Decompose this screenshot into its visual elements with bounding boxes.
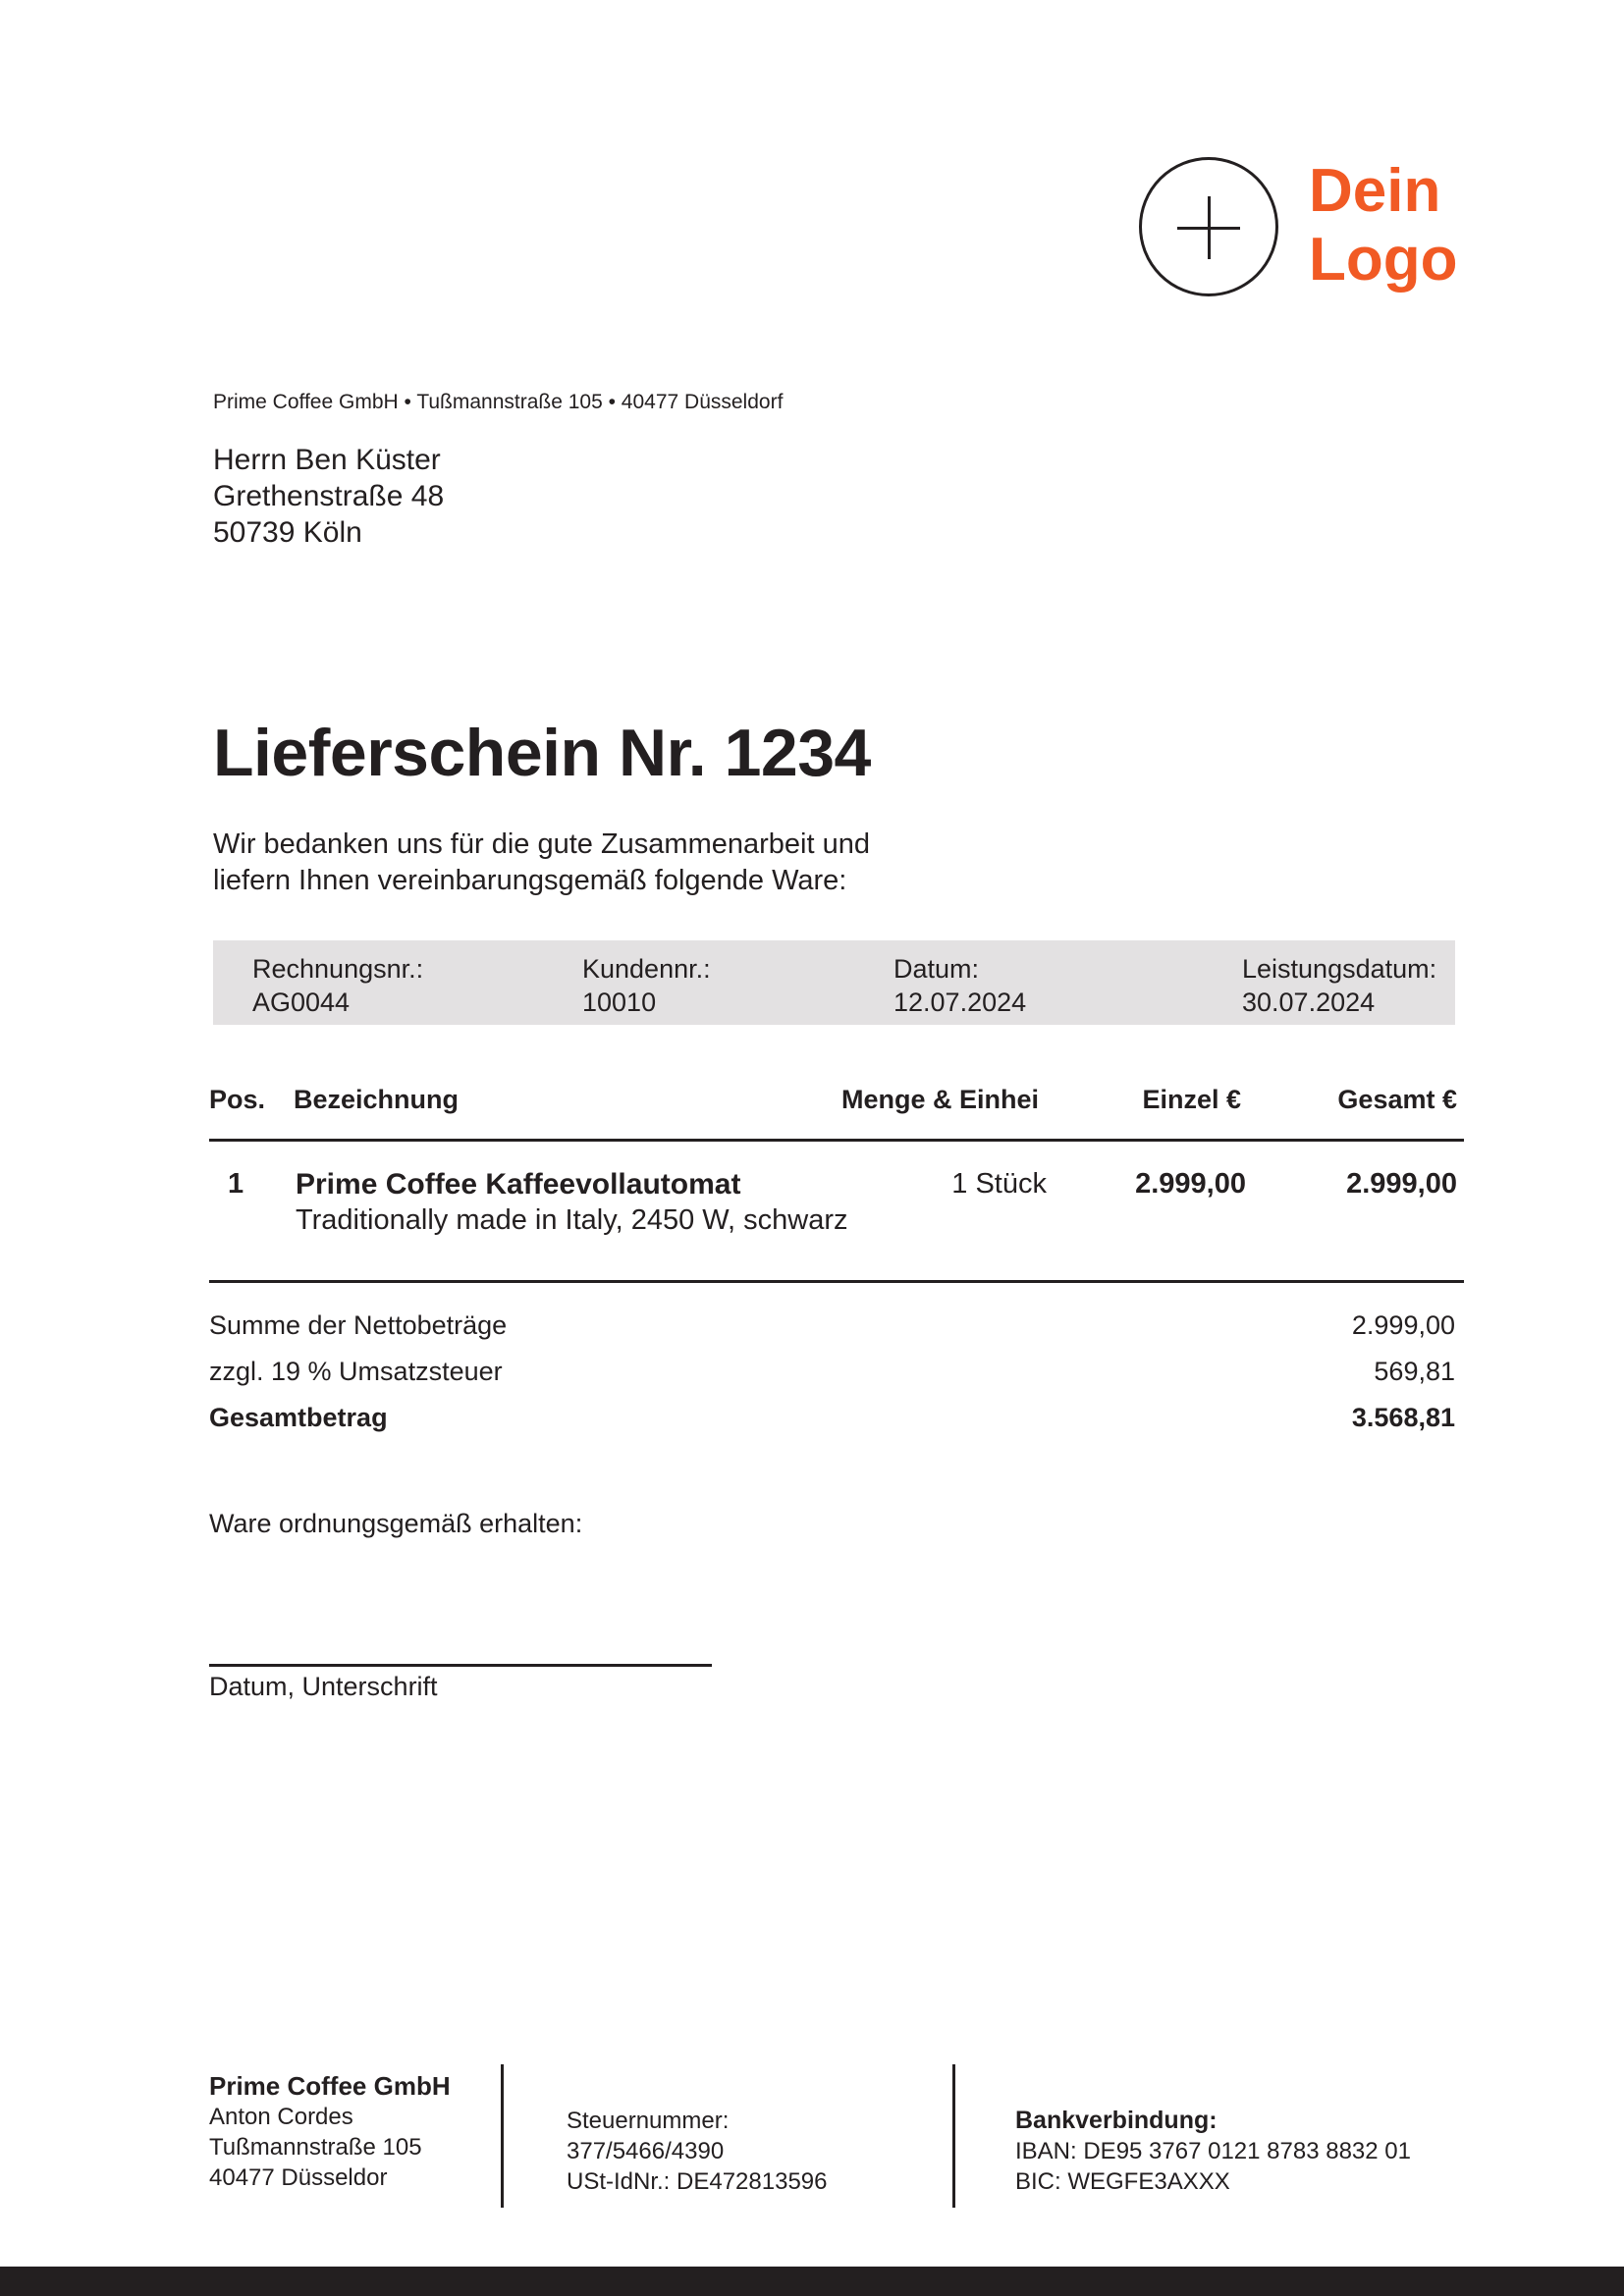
logo-line-1: Dein <box>1309 157 1441 225</box>
document-title: Lieferschein Nr. 1234 <box>213 716 871 790</box>
gross-total-label: Gesamtbetrag <box>209 1403 388 1432</box>
item-unit-price: 2.999,00 <box>1135 1168 1246 1200</box>
vat-label: zzgl. 19 % Umsatzsteuer <box>209 1357 503 1386</box>
footer-street: Tußmannstraße 105 <box>209 2134 422 2161</box>
footer-bic: BIC: WEGFE3AXXX <box>1015 2168 1230 2195</box>
vat-value: 569,81 <box>1374 1357 1455 1386</box>
footer-city: 40477 Düsseldor <box>209 2164 388 2191</box>
header-unit-price: Einzel € <box>1142 1085 1241 1114</box>
header-pos: Pos. <box>209 1085 266 1114</box>
recipient-street: Grethenstraße 48 <box>213 480 445 512</box>
meta-invoice-number <box>252 952 423 1019</box>
meta-service-date <box>1242 952 1436 1019</box>
footer-contact: Anton Cordes <box>209 2104 353 2130</box>
meta-customer-value: 10010 <box>582 988 657 1017</box>
net-sum-value: 2.999,00 <box>1351 1310 1455 1340</box>
footer-company-name: Prime Coffee GmbH <box>209 2071 451 2101</box>
signature-line <box>209 1664 712 1667</box>
footer-bank-block <box>1015 2106 1411 2197</box>
document-meta-band <box>213 940 1455 1025</box>
intro-text <box>213 827 870 899</box>
footer-company-block <box>209 2071 451 2193</box>
header-qty: Menge & Einhei <box>840 1085 1039 1114</box>
signature-label: Datum, Unterschrift <box>209 1672 438 1701</box>
footer-bottom-bar <box>0 2267 1624 2296</box>
footer-divider-1 <box>501 2064 504 2208</box>
footer-tax-label: Steuernummer: <box>567 2108 730 2134</box>
table-header-rule <box>209 1139 1464 1142</box>
logo-text <box>1309 157 1458 294</box>
item-name: Prime Coffee Kaffeevollautomat <box>296 1168 741 1201</box>
footer-iban: IBAN: DE95 3767 0121 8783 8832 01 <box>1015 2138 1411 2164</box>
table-bottom-rule <box>209 1280 1464 1283</box>
footer-divider-2 <box>952 2064 955 2208</box>
gross-total-value: 3.568,81 <box>1351 1403 1455 1432</box>
sender-address-line: Prime Coffee GmbH • Tußmannstraße 105 • 40477 Düsseldorf <box>213 391 784 413</box>
intro-line-2: liefern Ihnen vereinbarungsgemäß folgende Ware: <box>213 865 847 896</box>
meta-date-value: 12.07.2024 <box>893 988 1027 1017</box>
footer-tax-block <box>567 2106 828 2197</box>
item-pos: 1 <box>228 1168 244 1200</box>
meta-invoice-value: AG0044 <box>252 988 351 1017</box>
receipt-confirmation-text: Ware ordnungsgemäß erhalten: <box>209 1509 583 1538</box>
meta-service-value: 30.07.2024 <box>1242 988 1376 1017</box>
recipient-address <box>213 442 444 551</box>
logo-plus-circle-icon <box>1139 157 1278 296</box>
meta-date <box>893 952 1026 1019</box>
meta-invoice-label: Rechnungsnr.: <box>252 954 424 984</box>
item-total: 2.999,00 <box>1346 1168 1457 1200</box>
footer-vat-id: USt-IdNr.: DE472813596 <box>567 2168 828 2195</box>
logo-line-2: Logo <box>1309 226 1458 294</box>
meta-service-label: Leistungsdatum: <box>1242 954 1437 984</box>
item-description: Traditionally made in Italy, 2450 W, schwarz <box>296 1204 848 1236</box>
intro-line-1: Wir bedanken uns für die gute Zusammenarbeit und <box>213 828 870 860</box>
footer-bank-label: Bankverbindung: <box>1015 2107 1218 2134</box>
meta-customer-number <box>582 952 711 1019</box>
net-sum-label: Summe der Nettobeträge <box>209 1310 508 1340</box>
recipient-city: 50739 Köln <box>213 516 362 549</box>
footer-tax-value: 377/5466/4390 <box>567 2138 725 2164</box>
header-total: Gesamt € <box>1337 1085 1457 1114</box>
meta-customer-label: Kundennr.: <box>582 954 711 984</box>
item-quantity: 1 Stück <box>951 1168 1047 1200</box>
recipient-name: Herrn Ben Küster <box>213 444 441 476</box>
header-name: Bezeichnung <box>294 1085 460 1114</box>
meta-date-label: Datum: <box>893 954 980 984</box>
